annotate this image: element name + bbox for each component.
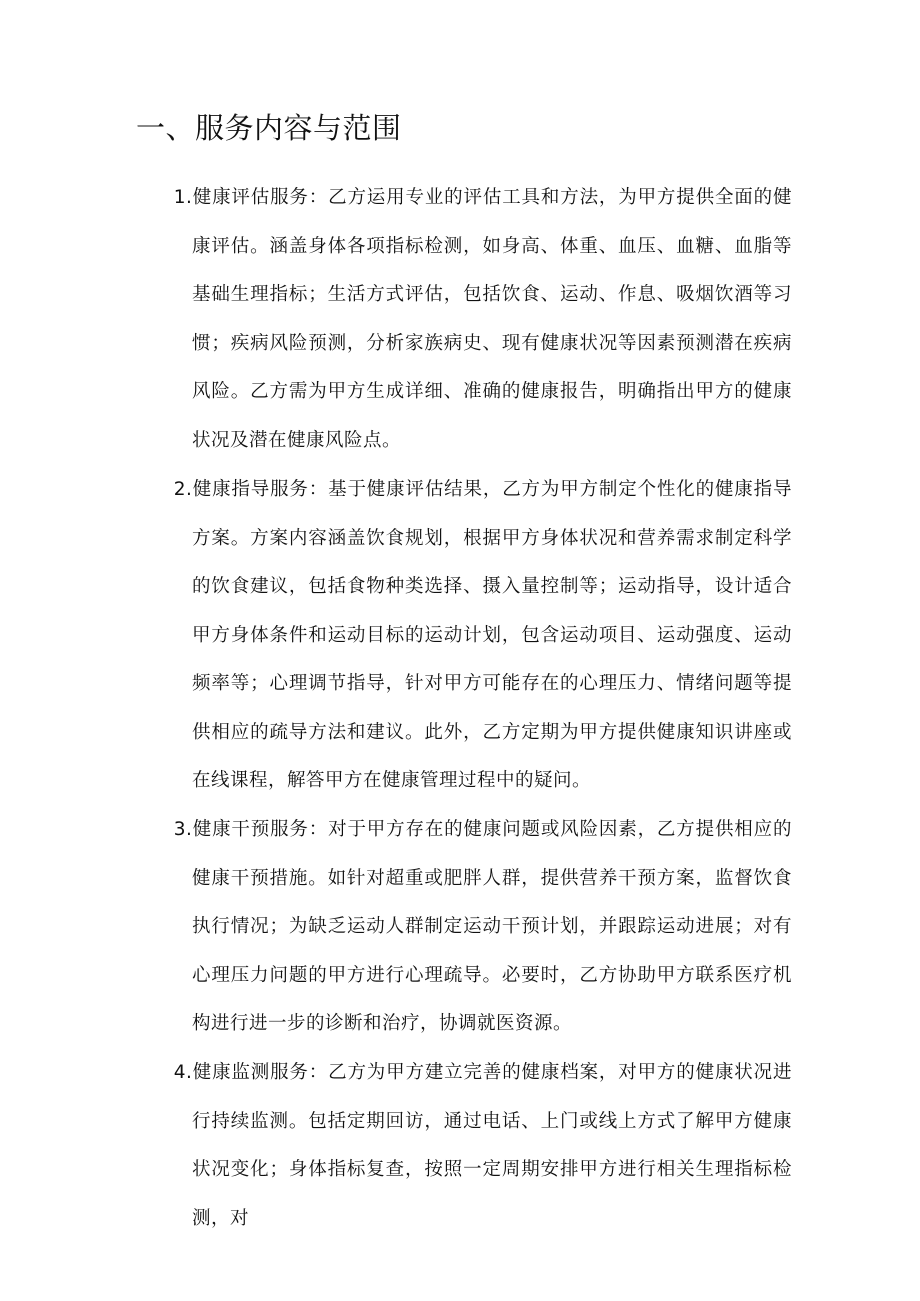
section-heading: 一、服务内容与范围 [136,111,402,145]
item-number: 4 [173,1062,186,1083]
list-item [173,466,792,806]
list-item [173,1049,792,1243]
item-text: 乙方运用专业的评估工具和方法，为甲方提供全面的健康评估。涵盖身体各项指标检测，如身高、体重、血压、血糖、血脂等基础生理指标；生活方式评估，包括饮食、运动、作息、吸烟饮酒等习惯；疾病风险预测，分析家族病史、现有健康状况等因素预测潜在疾病风险。乙方需为甲方生成详细、准确的健康报告，明确指出甲方的健康状况及潜在健康风险点。 [192,187,792,451]
item-number: 3 [173,819,186,840]
item-title: .健康评估服务： [186,187,329,208]
item-title: .健康干预服务： [186,819,329,840]
item-title: .健康指导服务： [186,479,329,500]
list-item [173,806,792,1049]
item-title: .健康监测服务： [186,1062,329,1083]
item-number: 1 [173,187,186,208]
item-text: 乙方为甲方建立完善的健康档案，对甲方的健康状况进行持续监测。包括定期回访，通过电话、上门或线上方式了解甲方健康状况变化；身体指标复查，按照一定周期安排甲方进行相关生理指标检测，对 [192,1062,792,1229]
item-text: 对于甲方存在的健康问题或风险因素，乙方提供相应的健康干预措施。如针对超重或肥胖人群，提供营养干预方案，监督饮食执行情况；为缺乏运动人群制定运动干预计划，并跟踪运动进展；对有心理压力问题的甲方进行心理疏导。必要时，乙方协助甲方联系医疗机构进行进一步的诊断和治疗，协调就医资源。 [192,819,792,1034]
list-item [173,174,792,465]
item-number: 2 [173,479,186,500]
item-text: 基于健康评估结果，乙方为甲方制定个性化的健康指导方案。方案内容涵盖饮食规划，根据甲方身体状况和营养需求制定科学的饮食建议，包括食物种类选择、摄入量控制等；运动指导，设计适合甲方身体条件和运动目标的运动计划，包含运动项目、运动强度、运动频率等；心理调节指导，针对甲方可能存在的心理压力、情绪问题等提供相应的疏导方法和建议。此外，乙方定期为甲方提供健康知识讲座或在线课程，解答甲方在健康管理过程中的疑问。 [192,479,792,791]
